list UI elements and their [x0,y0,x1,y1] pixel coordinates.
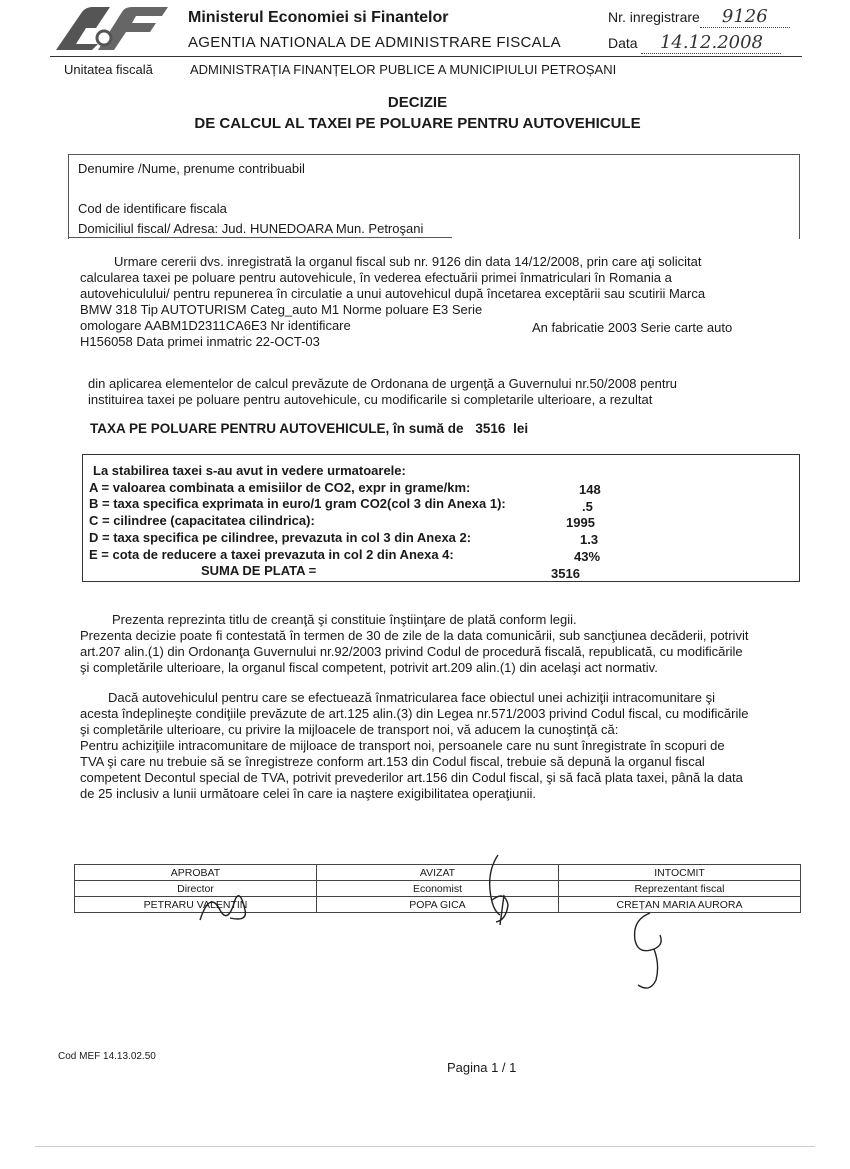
ministry-name: Ministerul Economiei si Finantelor [188,9,449,26]
paragraph-line: Pentru achiziţiile intracomunitare de mijloace de transport noi, persoanele care nu sunt înregistrate în scopuri de [80,738,725,753]
document-title: DECIZIE [387,94,448,111]
paragraph-line: calcularea taxei pe poluare pentru autovehicule, în vederea efectuării primei înmatriculari în Romania a [80,270,672,285]
calc-row-value: 148 [579,482,601,497]
paragraph-line: autovehiculului/ pentru repunerea în circulatie a unui autovehicul după încetarea exceptării sau scutirii Marca [80,286,706,301]
nr-label: Nr. inregistrare [608,9,700,25]
paragraph-line: Urmare cererii dvs. inregistrată la organul fiscal sub nr. 9126 din data 14/12/2008, prin care aţi solicitat [114,254,702,269]
approved-header: APROBAT [75,865,317,881]
paragraph-line: instituirea taxei pe poluare pentru autovehicule, cu modificarile si completarile ulterioare, a rezultat [88,392,653,407]
paragraph-line: şi completările ulterioare, cu privire la mijloacele de transport noi, vă aducem la cunoştinţă că: [80,722,619,737]
calc-total-label: SUMA DE PLATA = [201,563,317,578]
paragraph-line: BMW 318 Tip AUTOTURISM Categ_auto M1 Norme poluare E3 Serie [80,302,483,317]
signatures-table [74,864,801,913]
data-label: Data [608,35,638,51]
taxpayer-box-underline [68,237,452,238]
form-code: Cod MEF 14.13.02.50 [58,1051,156,1062]
paragraph-line: competent Decontul special de TVA, potrivit prevederilor art.156 din Codul fiscal, şi să facă plata taxei, până la data [80,770,743,785]
table-row [75,865,801,881]
agency-name: AGENTIA NATIONALA DE ADMINISTRARE FISCALA [188,34,561,51]
data-value: 14.12.2008 [659,32,763,53]
paragraph-line: şi completările ulterioare, la organul fiscal competent, potrivit art.209 alin.(1) din acelaşi act normativ. [80,660,658,675]
paragraph-line: art.207 alin.(1) din Ordonanţa Guvernului nr.92/2003 privind Codul de procedură fiscală, republicată, cu modificările [80,644,743,659]
an-fabricatie: An fabricatie 2003 Serie carte auto [532,320,733,335]
paragraph-line: omologare AABM1D2311CA6E3 Nr identificare [80,318,351,333]
unit-value: ADMINISTRAȚIA FINANȚELOR PUBLICE A MUNICIPIULUI PETROȘANI [190,62,617,77]
table-row [75,897,801,913]
paragraph-line: din aplicarea elementelor de calcul prevăzute de Ordonana de urgenţă a Guvernului nr.50/2008 pentru [88,376,678,391]
calc-row-value: .5 [582,499,593,514]
header-divider [50,56,802,57]
paragraph-line: Dacă autovehiculul pentru care se efectuează înmatricularea face obiectul unei achiziţii intracomunitare şi [108,690,715,705]
intracommunity-paragraph [80,690,800,802]
table-row [75,881,801,897]
calc-row-value: 1.3 [580,532,599,547]
endorsed-header: AVIZAT [317,865,559,881]
representative-signature [620,905,680,995]
taxpayer-name-label: Denumire /Nume, prenume contribuabil [78,161,305,176]
document-subtitle: DE CALCUL AL TAXEI PE POLUARE PENTRU AUTOVEHICULE [194,115,641,132]
tax-amount-currency: lei [513,421,529,436]
paragraph-line: Prezenta reprezinta titlu de creanţă şi constituie înştiinţare de plată conform legii. [112,612,577,627]
registration-number [608,6,790,28]
calc-row-value: 1995 [566,515,595,530]
calc-heading: La stabilirea taxei s-au avut in vedere urmatoarele: [93,463,406,478]
page-bottom-edge [35,1146,815,1147]
registration-date [608,32,781,54]
anaf-logo [52,4,170,54]
paragraph-line: H156058 Data primei inmatric 22-OCT-03 [80,334,320,349]
nr-value: 9126 [721,6,768,27]
prepared-header: INTOCMIT [559,865,801,881]
calc-total-value: 3516 [551,566,580,581]
paragraph-line: acesta îndeplineşte condiţiile prevăzute de art.125 alin.(3) din Legea nr.571/2003 privind Codul fiscal, cu modificările [80,706,749,721]
approved-role: Director [75,881,317,897]
request-paragraph [80,254,760,350]
unit-label: Unitatea fiscală [64,62,153,77]
tax-amount-value: 3516 [475,421,506,436]
prepared-role: Reprezentant fiscal [559,881,801,897]
taxpayer-cod-label: Cod de identificare fiscala [78,201,227,216]
calc-row-label: C = cilindree (capacitatea cilindrica): [89,513,315,528]
paragraph-line: Prezenta decizie poate fi contestată în termen de 30 de zile de la data comunicării, sub sancţiunea decăderii, potrivit [80,628,749,643]
taxpayer-address: Domiciliul fiscal/ Adresa: Jud. HUNEDOARA Mun. Petroşani [78,221,424,236]
approved-name: PETRARU VALENTIN [75,897,317,913]
tax-amount-text: TAXA PE POLUARE PENTRU AUTOVEHICULE, în sumă de [90,421,464,436]
tax-amount-line [90,421,528,436]
contestation-paragraph [80,612,800,676]
economist-signature [470,850,520,930]
paragraph-line: de 25 inclusiv a lunii următoare celei în care ia naştere exigibilitatea operaţiunii. [80,786,536,801]
calc-row-label: D = taxa specifica pe cilindree, prevazuta in col 3 din Anexa 2: [89,530,472,545]
calculation-box [82,454,800,582]
calc-row-value: 43% [574,549,601,564]
paragraph-line: TVA şi care nu trebuie să se înregistreze conform art.153 din Codul fiscal, trebuie să depună la organul fiscal [80,754,705,769]
director-signature [190,880,260,930]
prepared-name: CREȚAN MARIA AURORA [559,897,801,913]
page-number: Pagina 1 / 1 [447,1060,517,1075]
endorsed-role: Economist [317,881,559,897]
legal-basis-paragraph [88,376,788,408]
endorsed-name: POPA GICA [317,897,559,913]
calc-row-label: E = cota de reducere a taxei prevazuta in col 2 din Anexa 4: [89,547,454,562]
calc-row-label: A = valoarea combinata a emisiilor de CO2, expr in grame/km: [89,480,471,495]
calc-row-label: B = taxa specifica exprimata in euro/1 gram CO2(col 3 din Anexa 1): [89,496,506,511]
